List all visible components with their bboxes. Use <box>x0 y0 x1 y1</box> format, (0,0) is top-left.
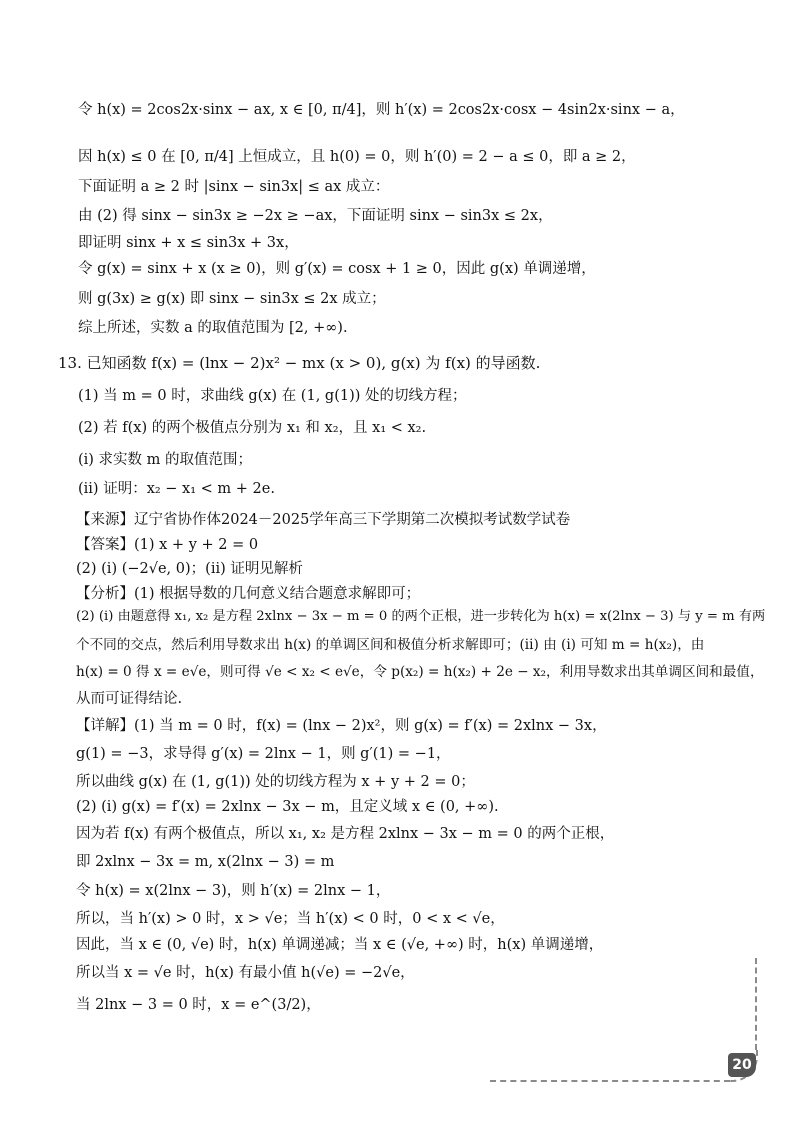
detail-line: 令 h(x) = x(2lnx − 3)，则 h′(x) = 2lnx − 1， <box>76 883 391 899</box>
text-line: 下面证明 a ≥ 2 时 |sinx − sin3x| ≤ ax 成立： <box>78 179 390 195</box>
source-line: 【来源】辽宁省协作体2024－2025学年高三下学期第二次模拟考试数学试卷 <box>76 512 571 528</box>
detail-line: 因为若 f(x) 有两个极值点，所以 x₁, x₂ 是方程 2xlnx − 3x − m = 0 的两个正根， <box>76 826 615 842</box>
detail-line: 所以当 x = √e 时，h(x) 有最小值 h(√e) = −2√e， <box>76 965 415 981</box>
text-line: 综上所述，实数 a 的取值范围为 [2, +∞). <box>78 320 348 336</box>
detail-line: 即 2xlnx − 3x = m, x(2lnx − 3) = m <box>76 854 335 870</box>
text-line: 令 h(x) = 2cos2x·sinx − ax, x ∈ [0, π/4]，则 h′(x) = 2cos2x·cosx − 4sin2x·sinx − a， <box>78 102 685 118</box>
page-number: 20 <box>728 1053 756 1077</box>
text-line: (2) 若 f(x) 的两个极值点分别为 x₁ 和 x₂，且 x₁ < x₂. <box>78 420 427 436</box>
page-border-dashed <box>490 1080 730 1082</box>
text-line: 因 h(x) ≤ 0 在 [0, π/4] 上恒成立，且 h(0) = 0，则 h′(0) = 2 − a ≤ 0，即 a ≥ 2， <box>78 149 636 165</box>
text-line: (1) 当 m = 0 时，求曲线 g(x) 在 (1, g(1)) 处的切线方程； <box>78 388 467 404</box>
text-line: 则 g(3x) ≥ g(x) 即 sinx − sin3x ≤ 2x 成立； <box>78 291 386 307</box>
analysis-line: (2) (i) 由题意得 x₁, x₂ 是方程 2xlnx − 3x − m = 0 的两个正根，进一步转化为 h(x) = x(2lnx − 3) 与 y = m 有两 <box>76 609 766 624</box>
answer-line: 【答案】(1) x + y + 2 = 0 <box>76 537 259 553</box>
analysis-line: 从而可证得结论. <box>76 691 183 707</box>
text-line: 令 g(x) = sinx + x (x ≥ 0)，则 g′(x) = cosx + 1 ≥ 0，因此 g(x) 单调递增， <box>78 261 596 277</box>
text-line: (i) 求实数 m 的取值范围； <box>78 452 253 468</box>
analysis-line: 个不同的交点，然后利用导数求出 h(x) 的单调区间和极值分析求解即可；(ii) 由 (i) 可知 m = h(x₂)，由 <box>76 637 705 653</box>
page-border-dashed <box>755 958 757 1050</box>
text-line: 由 (2) 得 sinx − sin3x ≥ −2x ≥ −ax，下面证明 sinx − sin3x ≤ 2x， <box>78 208 553 224</box>
detail-line: 所以，当 h′(x) > 0 时，x > √e；当 h′(x) < 0 时，0 < x < √e， <box>76 911 505 927</box>
question-13-stem: 13. 已知函数 f(x) = (lnx − 2)x² − mx (x > 0), g(x) 为 f(x) 的导函数. <box>58 354 541 372</box>
detail-line: 因此，当 x ∈ (0, √e) 时，h(x) 单调递减；当 x ∈ (√e, +∞) 时，h(x) 单调递增， <box>76 937 604 953</box>
analysis-line: 【分析】(1) 根据导数的几何意义结合题意求解即可； <box>76 586 421 602</box>
detail-line: 所以曲线 g(x) 在 (1, g(1)) 处的切线方程为 x + y + 2 = 0； <box>76 774 475 790</box>
detail-line: 当 2lnx − 3 = 0 时，x = e^(3/2)， <box>76 997 321 1013</box>
analysis-line: h(x) = 0 得 x = e√e，则可得 √e < x₂ < e√e，令 p(x₂) = h(x₂) + 2e − x₂，利用导数求出其单调区间和最值， <box>76 664 764 680</box>
detail-line: 【详解】(1) 当 m = 0 时，f(x) = (lnx − 2)x²，则 g(x) = f′(x) = 2xlnx − 3x， <box>76 718 607 734</box>
text-line: (ii) 证明：x₂ − x₁ < m + 2e. <box>78 481 275 497</box>
detail-line: (2) (i) g(x) = f′(x) = 2xlnx − 3x − m，且定义域 x ∈ (0, +∞). <box>76 799 499 815</box>
answer-line: (2) (i) (−2√e, 0)；(ii) 证明见解析 <box>76 561 303 577</box>
text-line: 即证明 sinx + x ≤ sin3x + 3x， <box>78 235 299 251</box>
detail-line: g(1) = −3，求导得 g′(x) = 2lnx − 1，则 g′(1) = −1， <box>76 746 451 762</box>
